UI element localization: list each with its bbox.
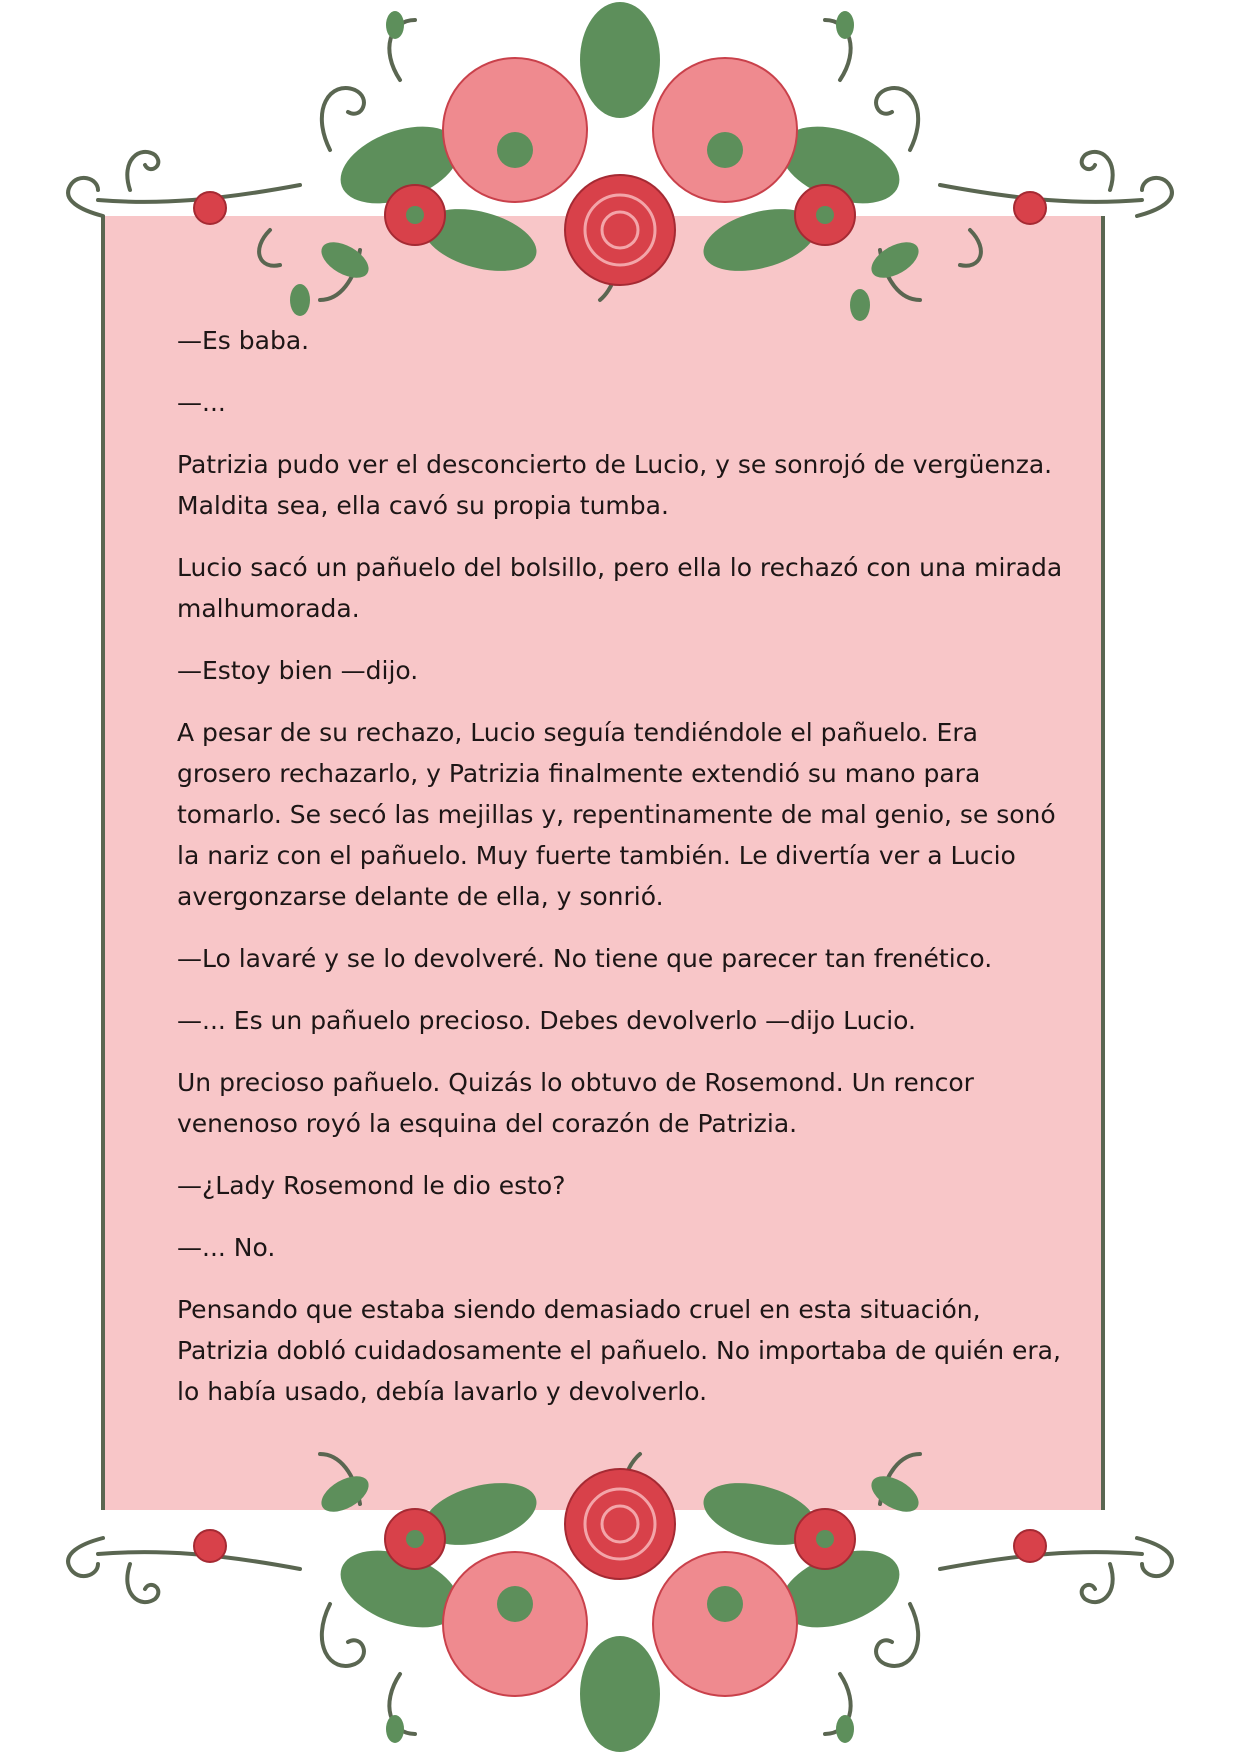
- paragraph: —Es baba.: [177, 326, 310, 355]
- paragraph: Lucio sacó un pañuelo del bolsillo, pero ella lo rechazó con una mirada malhumorada.: [177, 553, 1063, 623]
- paragraph: Pensando que estaba siendo demasiado cruel en esta situación, Patrizia dobló cuidadosamente el pañuelo. No importaba de quién era, lo había usado, debía lavarlo y devolverlo.: [177, 1295, 1061, 1406]
- paragraph: —... Es un pañuelo precioso. Debes devolverlo —dijo Lucio.: [177, 1006, 916, 1035]
- paragraph: —... No.: [177, 1233, 276, 1262]
- paragraph: Un precioso pañuelo. Quizás lo obtuvo de Rosemond. Un rencor venenoso royó la esquina del corazón de Patrizia.: [177, 1068, 974, 1138]
- story-text: [177, 320, 1077, 1433]
- paragraph: —Lo lavaré y se lo devolveré. No tiene que parecer tan frenético.: [177, 944, 993, 973]
- paragraph: A pesar de su rechazo, Lucio seguía tendiéndole el pañuelo. Era grosero rechazarlo, y Patrizia finalmente extendió su mano para tomarlo. Se secó las mejillas y, repentinamente de mal genio, se sonó la nariz con el pañuelo. Muy fuerte también. Le divertía ver a Lucio avergonzarse delante de ella, y sonrió.: [177, 718, 1056, 911]
- paragraph: —...: [177, 388, 226, 417]
- floral-ornament-bottom-icon: [0, 1424, 1240, 1754]
- paragraph: Patrizia pudo ver el desconcierto de Lucio, y se sonrojó de vergüenza. Maldita sea, ella cavó su propia tumba.: [177, 450, 1053, 520]
- paragraph: —¿Lady Rosemond le dio esto?: [177, 1171, 566, 1200]
- paragraph: —Estoy bien —dijo.: [177, 656, 419, 685]
- floral-ornament-top-icon: [0, 0, 1240, 330]
